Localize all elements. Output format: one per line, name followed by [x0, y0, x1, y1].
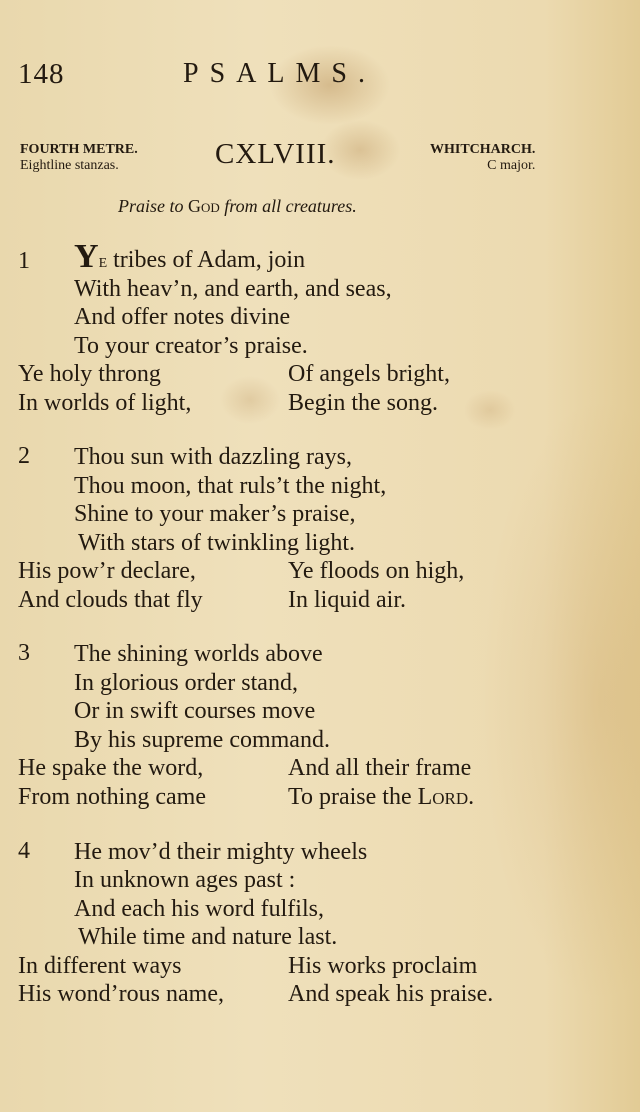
verse-line-left: From nothing came: [18, 784, 206, 810]
stanza-number: 1: [18, 248, 30, 274]
stanza-number: 4: [18, 838, 30, 864]
tune-key: C major.: [487, 158, 536, 173]
verse-line-right: Begin the song.: [288, 390, 438, 416]
verse-line-left: His wond’rous name,: [18, 981, 224, 1007]
meter-label: FOURTH METRE.: [20, 142, 138, 157]
verse-line: By his supreme command.: [74, 727, 330, 753]
verse-line-left: His pow’r declare,: [18, 558, 196, 584]
verse-line-right: And all their frame: [288, 755, 472, 781]
verse-line-left: And clouds that fly: [18, 587, 203, 613]
verse-line: Thou moon, that ruls’t the night,: [74, 473, 387, 499]
verse-line: Thou sun with dazzling rays,: [74, 444, 352, 470]
stanza-number: 3: [18, 640, 30, 666]
running-title: PSALMS.: [183, 58, 376, 89]
psalm-number: CXLVIII.: [215, 138, 336, 170]
verse-line: In glorious order stand,: [74, 670, 298, 696]
lord-word: Lord.: [417, 784, 475, 810]
verse-line: Ye tribes of Adam, join: [74, 238, 306, 275]
verse-line: To your creator’s praise.: [74, 333, 308, 359]
verse-line: Or in swift courses move: [74, 698, 316, 724]
drop-letter: Y: [74, 238, 99, 275]
verse-line-right: In liquid air.: [288, 587, 406, 613]
verse-line-right: Ye floods on high,: [288, 558, 465, 584]
verse-line: And offer notes divine: [74, 304, 291, 330]
verse-line-left: In worlds of light,: [18, 390, 192, 416]
verse-line: With stars of twinkling light.: [78, 530, 356, 556]
tune-info: [430, 142, 535, 174]
verse-line-right: His works proclaim: [288, 953, 478, 979]
verse-line: The shining worlds above: [74, 641, 323, 667]
verse-line: He mov’d their mighty wheels: [74, 839, 368, 865]
verse-line-left: He spake the word,: [18, 755, 204, 781]
stanza-number: 2: [18, 443, 30, 469]
verse-line: Shine to your maker’s praise,: [74, 501, 356, 527]
verse-line: With heav’n, and earth, and seas,: [74, 276, 392, 302]
verse-line: And each his word fulfils,: [74, 896, 324, 922]
verse-line-right: And speak his praise.: [288, 981, 494, 1007]
meter-info: [20, 142, 138, 174]
verse-line: In unknown ages past :: [74, 867, 296, 893]
subtitle-god: God: [188, 196, 220, 216]
meter-stanza-info: Eightline stanzas.: [20, 158, 119, 173]
verse-line-right: To praise the Lord.: [288, 784, 475, 810]
verse-line: While time and nature last.: [78, 924, 338, 950]
verse-line-left: In different ways: [18, 953, 182, 979]
tune-name: WHITCHARCH.: [430, 142, 536, 157]
verse-line-right: Of angels bright,: [288, 361, 450, 387]
psalm-subtitle: Praise to God from all creatures.: [118, 196, 357, 216]
page-number: 148: [18, 58, 65, 90]
verse-line-left: Ye holy throng: [18, 361, 161, 387]
